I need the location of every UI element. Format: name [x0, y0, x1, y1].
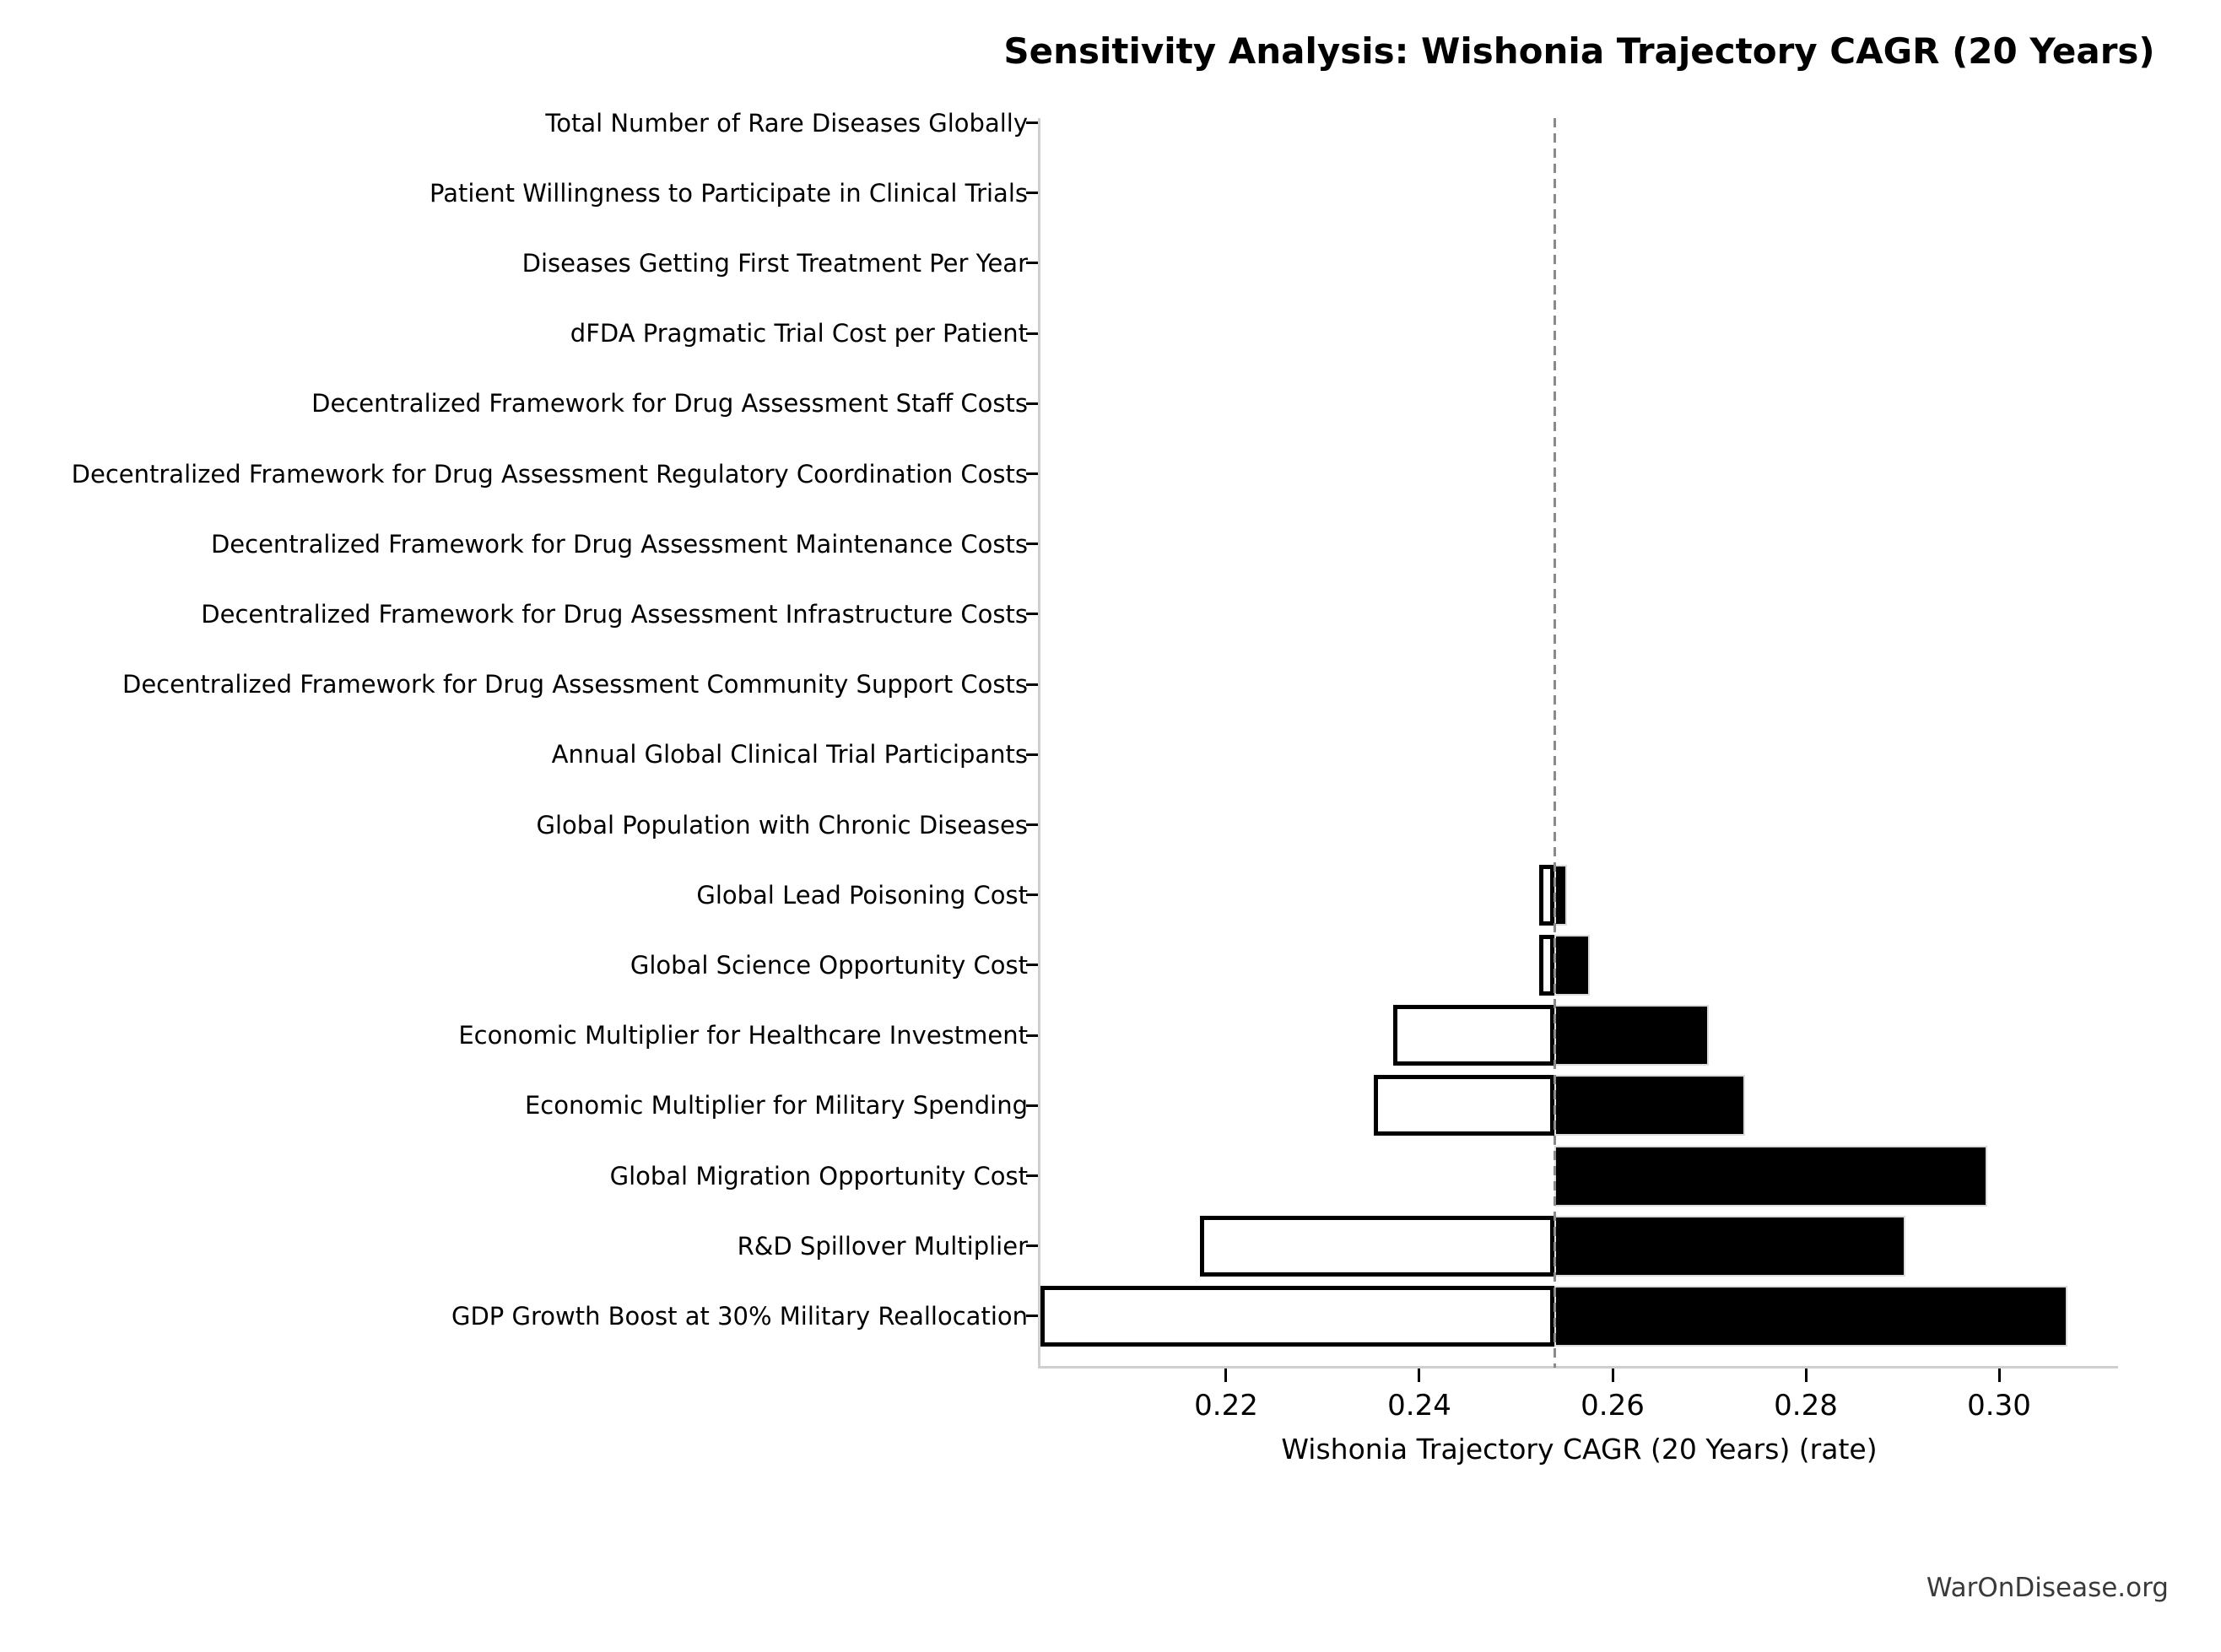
watermark-text: WarOnDisease.org	[1926, 1573, 2169, 1603]
x-axis-tick	[1224, 1369, 1227, 1382]
y-axis-tick	[1026, 1174, 1038, 1177]
y-axis-tick	[1026, 753, 1038, 756]
x-axis-tick	[1998, 1369, 2001, 1382]
tornado-bar-low	[1040, 1286, 1554, 1347]
y-axis-tick	[1026, 543, 1038, 545]
y-tick-label: Total Number of Rare Diseases Globally	[545, 109, 1028, 138]
y-tick-label: Decentralized Framework for Drug Assessment Infrastructure Costs	[201, 600, 1028, 629]
y-axis-tick	[1026, 1315, 1038, 1317]
y-tick-label: Global Population with Chronic Diseases	[536, 811, 1028, 839]
x-axis-tick	[1418, 1369, 1420, 1382]
x-tick-label: 0.22	[1194, 1389, 1258, 1423]
tornado-bar-high	[1554, 1146, 1987, 1207]
y-axis-tick	[1026, 192, 1038, 194]
y-axis-tick	[1026, 121, 1038, 124]
y-tick-label: Global Migration Opportunity Cost	[609, 1162, 1028, 1190]
x-axis-tick	[1805, 1369, 1808, 1382]
y-axis-tick	[1026, 964, 1038, 966]
y-tick-label: Economic Multiplier for Healthcare Investment	[458, 1021, 1028, 1050]
tornado-bar-low	[1539, 935, 1554, 996]
y-axis-tick	[1026, 1104, 1038, 1107]
x-axis-label: Wishonia Trajectory CAGR (20 Years) (rate)	[1281, 1433, 1878, 1466]
tornado-bar-high	[1554, 865, 1567, 926]
y-tick-label: Annual Global Clinical Trial Participants	[551, 740, 1028, 769]
y-axis-tick	[1026, 332, 1038, 335]
y-tick-label: Global Lead Poisoning Cost	[696, 881, 1028, 910]
y-axis-tick	[1026, 683, 1038, 686]
y-tick-label: Decentralized Framework for Drug Assessment Regulatory Coordination Costs	[71, 460, 1028, 489]
y-tick-label: dFDA Pragmatic Trial Cost per Patient	[570, 319, 1028, 348]
tornado-bar-high	[1554, 935, 1590, 996]
y-axis-tick	[1026, 823, 1038, 826]
tornado-bar-low	[1200, 1216, 1554, 1277]
tornado-bar-high	[1554, 1216, 1905, 1277]
tornado-bar-low	[1393, 1005, 1554, 1066]
y-axis-tick	[1026, 893, 1038, 896]
y-tick-label: Patient Willingness to Participate in Clinical Trials	[430, 179, 1028, 208]
y-tick-label: R&D Spillover Multiplier	[737, 1232, 1028, 1261]
tornado-bar-low	[1539, 865, 1554, 926]
y-tick-label: Decentralized Framework for Drug Assessment Maintenance Costs	[210, 530, 1028, 559]
tornado-bar-high	[1554, 1075, 1745, 1136]
y-axis-spine	[1038, 118, 1040, 1368]
y-tick-label: Decentralized Framework for Drug Assessment Community Support Costs	[122, 670, 1028, 699]
x-axis-spine	[1038, 1366, 2118, 1369]
x-tick-label: 0.24	[1387, 1389, 1451, 1423]
y-tick-label: Diseases Getting First Treatment Per Year	[521, 249, 1028, 278]
y-axis-tick	[1026, 402, 1038, 405]
y-axis-tick	[1026, 262, 1038, 264]
y-tick-label: GDP Growth Boost at 30% Military Reallocation	[451, 1302, 1028, 1331]
y-axis-tick	[1026, 1244, 1038, 1247]
tornado-bar-high	[1554, 1005, 1709, 1066]
y-axis-tick	[1026, 472, 1038, 475]
x-tick-label: 0.30	[1967, 1389, 2031, 1423]
baseline-dashed-line	[1554, 118, 1556, 1368]
x-axis-tick	[1612, 1369, 1614, 1382]
x-tick-label: 0.26	[1581, 1389, 1645, 1423]
y-tick-label: Global Science Opportunity Cost	[630, 951, 1028, 980]
y-tick-label: Decentralized Framework for Drug Assessment Staff Costs	[311, 389, 1028, 418]
y-axis-tick	[1026, 613, 1038, 615]
chart-title: Sensitivity Analysis: Wishonia Trajectory CAGR (20 Years)	[1003, 30, 2155, 72]
x-tick-label: 0.28	[1774, 1389, 1838, 1423]
tornado-bar-high	[1554, 1286, 2067, 1347]
tornado-bar-low	[1374, 1075, 1554, 1136]
y-tick-label: Economic Multiplier for Military Spending	[524, 1091, 1028, 1120]
y-axis-tick	[1026, 1034, 1038, 1037]
